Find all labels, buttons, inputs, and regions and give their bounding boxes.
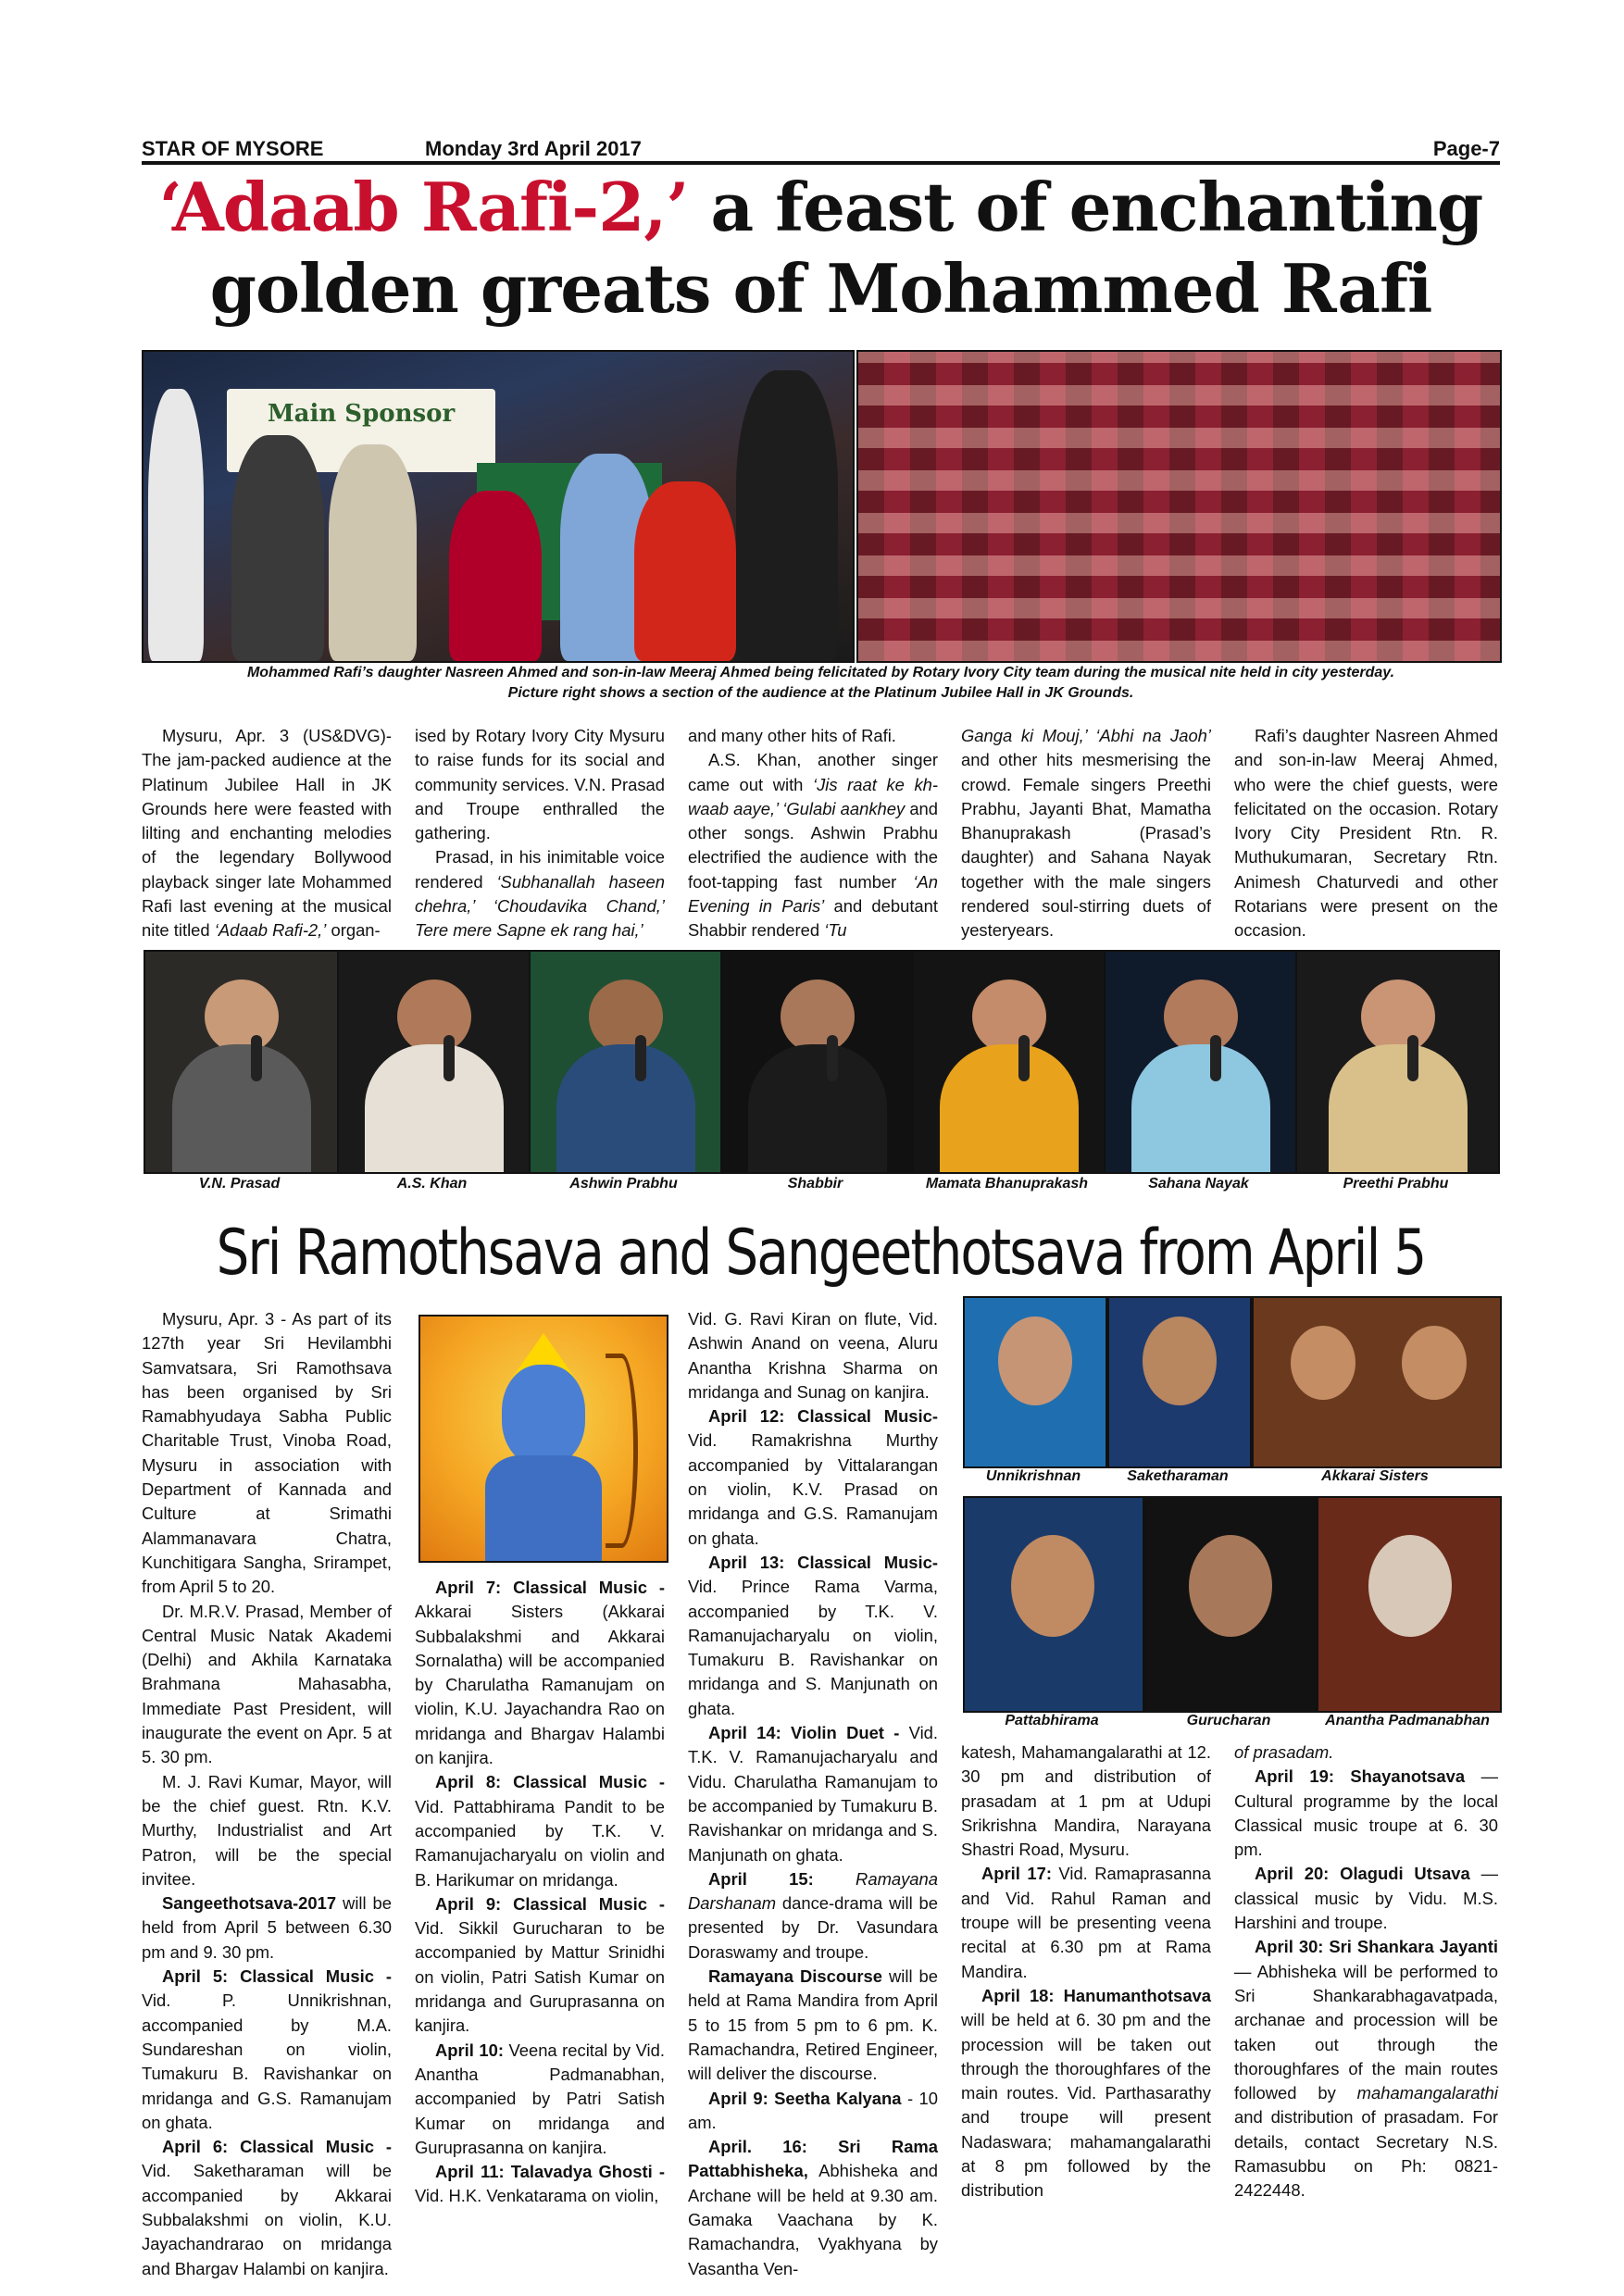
text-italic: ‘Subhanallah haseen chehra,’ ‘Choudavika Chand,’ Tere mere Sapne ek rang hai,’ (415, 871, 665, 941)
story1-column-2 (415, 724, 665, 943)
story2-column-5 (1234, 1741, 1498, 2203)
text-bold: April 18: Hanumanthotsava (981, 1985, 1211, 2005)
person-figure (634, 481, 736, 661)
face (1368, 1535, 1452, 1637)
text-bold: April 9: Classical Music - (435, 1893, 665, 1914)
singer-head (205, 980, 279, 1054)
text: Abhisheka and Archane will be held at 9.30 am. Gamaka Vaachana by K. Ramachandra, Vyakhyana by Vasantha Ven- (688, 2161, 938, 2278)
story2-column-2 (415, 1576, 665, 2209)
text: A.S. Khan, another singer came out with (688, 750, 938, 794)
story1-column-3 (688, 724, 938, 943)
text-bold: April 6: Classical Music - (162, 2137, 392, 2157)
singer-body (365, 1044, 504, 1174)
singer-body (556, 1044, 695, 1174)
text-bold: April 19: Shayanotsava (1255, 1766, 1466, 1787)
story1-column-4 (961, 724, 1211, 943)
text: and other hits mesmerising the crowd. Female singers Preethi Prabhu, Jayanti Bhat, Mamatha Bhanuprakash (Prasad’s daughter) and Sahana Nayak together with the male singers rendered soul-stirring duets of yesteryears. (961, 750, 1211, 941)
text: dance-drama will be presented by Dr. Vasundara Doraswamy and troupe. (688, 1893, 938, 1962)
paragraph: ised by Rotary Ivory City Mysuru to raise funds for its social and community services. V.N. Prasad and Troupe enthralled the gathering. (415, 726, 665, 843)
microphone-icon (635, 1035, 646, 1081)
stage-felicitation-photo (142, 350, 855, 663)
singer-head (589, 980, 663, 1054)
paragraph: katesh, Mahamangalarathi at 12. 30 pm and distribution of prasadam at 1 pm at Udupi Srikrishna Mandira, Narayana Shastri Road, Mysuru. (961, 1742, 1211, 1860)
masthead-rule (142, 161, 1500, 165)
text: — classical music by Vidu. M.S. Harshini and troupe. (1234, 1864, 1498, 1933)
main-sponsor-banner: Main Sponsor (227, 389, 495, 472)
text-bold: April 12: Classical Music- (708, 1406, 938, 1427)
text-italic: of prasadam. (1234, 1742, 1334, 1762)
story2-column-4 (961, 1741, 1211, 2203)
microphone-icon (251, 1035, 262, 1081)
text-italic: Ramayana Darshanam (688, 1868, 938, 1914)
caption-line-2: Picture right shows a section of the audience at the Platinum Jubilee Hall in JK Grounds. (507, 685, 1134, 701)
singer-name: Sahana Nayak (1148, 1176, 1249, 1192)
text: and debutant Shabbir rendered (688, 896, 938, 941)
person-figure (231, 435, 324, 661)
rama-body (485, 1455, 602, 1561)
singer-photo-shabbir (720, 950, 914, 1174)
paragraph: M. J. Ravi Kumar, Mayor, will be the chief guest. Rtn. K.V. Murthy, Industrialist and Art Patron, will be the special invitee. (142, 1771, 392, 1889)
text-bold: April 10: (435, 2040, 504, 2060)
text-italic: Ganga ki Mouj,’ ‘Abhi na Jaoh’ (961, 726, 1211, 745)
singer-body (940, 1044, 1079, 1174)
caption-line-1: Mohammed Rafi’s daughter Nasreen Ahmed and son-in-law Meeraj Ahmed being felicitated by Rotary Ivory City team during the musical nite held in city yesterday. (246, 665, 1395, 680)
photo-label: Gurucharan (1186, 1713, 1271, 1728)
photo-unnikrishnan (963, 1296, 1107, 1468)
headline-adaab-rafi (142, 167, 1500, 330)
face (1189, 1535, 1272, 1637)
text-bold: April 17: (981, 1864, 1052, 1884)
text: Vid. Ramakrishna Murthy accompanied by Vittalarangan on violin, K.V. Prasad on mridanga and G.S. Ramanujam on ghata. (688, 1430, 938, 1548)
text: Mysuru, Apr. 3 (US&DVG)- The jam-packed audience at the Platinum Jubilee Hall in JK Grounds here were feasted with lilting and enchanting melodies of the legendary Bollywood playback singer late Mohammed Rafi last evening at the musical nite titled (142, 726, 392, 941)
singer-name: Preethi Prabhu (1343, 1176, 1449, 1192)
text-italic: ‘Tu (824, 920, 847, 941)
paragraph: Rafi’s daughter Nasreen Ahmed and son-in-law Meeraj Ahmed, who were the chief guests, were felicitated on the occasion. Rotary Ivory City President Rtn. R. Muthukumaran, Secretary Rtn. Animesh Chaturvedi and other Rotarians were present on the occasion. (1234, 726, 1498, 941)
microphone-icon (1018, 1035, 1030, 1081)
photo-gurucharan (1144, 1496, 1317, 1713)
text-bold: April 8: Classical Music - (435, 1772, 665, 1792)
photo-label: Akkarai Sisters (1321, 1468, 1429, 1484)
singer-head (1164, 980, 1238, 1054)
rama-face (502, 1365, 585, 1466)
singer-photo-vn-prasad (144, 950, 339, 1174)
text: Vid. Saketharaman will be accompanied by Akkarai Subbalakshmi on violin, K.U. Jayachandrarao on mridanga and Bhargav Halambi on kanjira. (142, 2161, 392, 2278)
text-bold: April 30: Sri Shankara Jayanti (1255, 1937, 1498, 1957)
singer-body (172, 1044, 311, 1174)
headline-red-part: ‘Adaab Rafi-2,’ (158, 168, 689, 246)
face (1011, 1535, 1094, 1637)
text: Vid. Ramaprasanna and Vid. Rahul Raman and troupe will be presenting veena recital at 6.30 pm at Rama Mandira. (961, 1864, 1211, 1981)
text: Vid. P. Unnikrishnan, accompanied by M.A. Sundareshan on violin, Tumakuru B. Ravishankar on mridanga and G.S. Ramanujam on ghata. (142, 1990, 392, 2132)
microphone-icon (1210, 1035, 1221, 1081)
singer-head (781, 980, 855, 1054)
bow-icon (606, 1354, 638, 1548)
text-italic: mahamangalarathi (1335, 2083, 1498, 2103)
singer-photo-as-khan (337, 950, 531, 1174)
text-bold: April. 16: Sri Rama Pattabhisheka, (688, 2137, 938, 2181)
paragraph: Vid. G. Ravi Kiran on flute, Vid. Ashwin Anand on veena, Aluru Anantha Krishna Sharma on mridanga and Sunag on kanjira. (688, 1309, 938, 1402)
photo-caption (142, 663, 1500, 704)
singer-name: Mamata Bhanuprakash (925, 1176, 1089, 1192)
text: Vid. Sikkil Gurucharan to be accompanied by Mattur Srinidhi on violin, Patri Satish Kumar on mridanga and Guruprasanna on kanjira. (415, 1918, 665, 2036)
headline-ramothsava: Sri Ramothsava and Sangeethotsava from April 5 (216, 1217, 1426, 1290)
masthead (142, 137, 1500, 163)
person-figure (736, 370, 838, 661)
singer-head (1361, 980, 1435, 1054)
text: will be held from April 5 between 6.30 pm and 9. 30 pm. (142, 1893, 392, 1962)
story1-column-5 (1234, 724, 1498, 943)
text-italic: ‘Jis raat ke kh-waab aaye,’ ‘Gulabi aankhey (688, 774, 938, 818)
text: Vid. Pattabhirama Pandit to be accompanied by T.K. V. Ramanujacharyalu on violin and B. Harikumar on mridanga. (415, 1796, 665, 1890)
text-bold: Ramayana Discourse (708, 1966, 882, 1987)
photo-akkarai-sisters (1252, 1296, 1502, 1468)
singer-head (397, 980, 471, 1054)
singer-photo-mamata-bhanuprakash (912, 950, 1106, 1174)
text-bold: April 7: Classical Music - (435, 1578, 665, 1597)
face (998, 1316, 1072, 1405)
text: Akkarai Sisters (Akkarai Subbalakshmi and Akkarai Sornalatha) will be accompanied by Charulatha Ramanujam on violin, K.U. Jayachandra Rao on mridanga and Bhargav Halambi on kanjira. (415, 1602, 665, 1768)
text-bold: April 14: Violin Duet - (708, 1723, 900, 1743)
publication-name: STAR OF MYSORE (142, 137, 324, 160)
text: Vid. Prince Rama Varma, accompanied by T.K. V. Ramanujacharyalu on violin, Tumakuru B. Ravishankar on mridanga and S. Manjunath on ghata. (688, 1577, 938, 1718)
text-italic: ‘Adaab Rafi-2,’ (214, 920, 327, 941)
singer-body (1329, 1044, 1468, 1174)
singer-name: A.S. Khan (396, 1176, 468, 1192)
text-bold: April 9: Seetha Kalyana (708, 2088, 902, 2108)
text: — Cultural programme by the local Classical music troupe at 6. 30 pm. (1234, 1766, 1498, 1860)
text-bold: Sangeethotsava-2017 (162, 1893, 337, 1914)
paragraph: and many other hits of Rafi. (688, 726, 896, 745)
photo-label: Saketharaman (1127, 1468, 1229, 1484)
singer-body (1131, 1044, 1270, 1174)
text: Veena recital by Vid. Anantha Padmanabhan, accompanied by Patri Satish Kumar on mridanga and Guruprasanna on kanjira. (415, 2040, 665, 2157)
story2-column-1 (142, 1307, 392, 2281)
photo-label: Unnikrishnan (985, 1468, 1081, 1484)
text: will be held at 6. 30 pm and the procession will be taken out through the thoroughfares of the main routes. Vid. Parthasarathy and troupe will present Nadaswara; mahamangalarathi at 8 pm followed by the distribution (961, 2010, 1211, 2201)
singer-photo-ashwin-prabhu (529, 950, 722, 1174)
page-number: Page-7 (1432, 137, 1500, 160)
person-figure (329, 444, 417, 661)
text: and distribution of prasadam. For details, contact Secretary N.S. Ramasubbu on Ph: 0821- 2422448. (1234, 2107, 1498, 2201)
photo-pattabhirama (963, 1496, 1144, 1713)
singer-name: Shabbir (787, 1176, 843, 1192)
story1-column-1 (142, 724, 392, 943)
singer-head (972, 980, 1046, 1054)
story2-column-3 (688, 1307, 938, 2281)
paragraph: Mysuru, Apr. 3 - As part of its 127th year Sri Hevilambhi Samvatsara, Sri Ramothsava has been organised by Sri Ramabhyudaya Sabha Public Charitable Trust, Vinoba Road, Mysuru in association with Department of Kannada and Culture at Srimathi Alammanavara Chatra, Kunchitigara Sangha, Srirampet, from April 5 to 20. (142, 1309, 392, 1597)
person-figure (449, 491, 542, 661)
face (1291, 1326, 1355, 1400)
issue-date: Monday 3rd April 2017 (425, 137, 642, 160)
text: Vid. T.K. V. Ramanujacharyalu and Vidu. Charulatha Ramanujam to be accompanied by Tumakuru B. Ravishankar on mridanga and S. Manjunath on ghata. (688, 1723, 938, 1865)
face (1402, 1326, 1467, 1400)
audience-photo (856, 350, 1502, 663)
photo-saketharaman (1107, 1296, 1252, 1468)
photo-label: Anantha Padmanabhan (1325, 1713, 1490, 1728)
lord-rama-illustration (418, 1315, 668, 1563)
paragraph: Dr. M.R.V. Prasad, Member of Central Music Natak Akademi (Delhi) and Akhila Karnataka Brahmana Mahasabha, Immediate Past President, will inaugurate the event on Apr. 5 at 5. 30 pm. (142, 1601, 392, 1767)
text: — Abhisheka will be performed to Sri Shankarabhagavatpada, archanae and procession will be taken out through the thoroughfares of the main routes followed by (1234, 1961, 1498, 2103)
text-bold: April 20: Olagudi Utsava (1255, 1864, 1470, 1884)
microphone-icon (443, 1035, 455, 1081)
text-bold: April 5: Classical Music - (162, 1966, 392, 1987)
text: and other songs. Ashwin Prabhu electrified the audience with the foot-tapping fast number (688, 798, 938, 892)
text: - 10 am. (688, 2088, 938, 2132)
text: organ- (326, 920, 381, 941)
person-figure (148, 389, 204, 661)
microphone-icon (1407, 1035, 1418, 1081)
headline-rest: a feast of enchanting golden greats of Mohammed Rafi (209, 168, 1483, 328)
text: Vid. H.K. Venkatarama on violin, (415, 2186, 659, 2206)
singer-photo-sahana-nayak (1104, 950, 1297, 1174)
text-bold: April 15: (708, 1868, 814, 1889)
text-bold: April 11: Talavadya Ghosti - (435, 2162, 665, 2182)
singer-photo-preethi-prabhu (1295, 950, 1500, 1174)
singer-body (748, 1044, 887, 1174)
microphone-icon (827, 1035, 838, 1081)
text: Prasad, in his inimitable voice rendered (415, 847, 665, 892)
text: will be held at Rama Mandira from April 5 to 15 from 5 pm to 6 pm. K. Ramachandra, Retired Engineer, will deliver the discourse. (688, 1966, 939, 2084)
photo-anantha-padmanabhan (1317, 1496, 1502, 1713)
text-italic: ‘An Evening in Paris’ (688, 871, 938, 917)
face (1143, 1316, 1217, 1405)
photo-label: Pattabhirama (1005, 1713, 1099, 1728)
singer-name: V.N. Prasad (198, 1176, 281, 1192)
text-bold: April 13: Classical Music- (708, 1552, 938, 1572)
singer-name: Ashwin Prabhu (569, 1176, 678, 1192)
